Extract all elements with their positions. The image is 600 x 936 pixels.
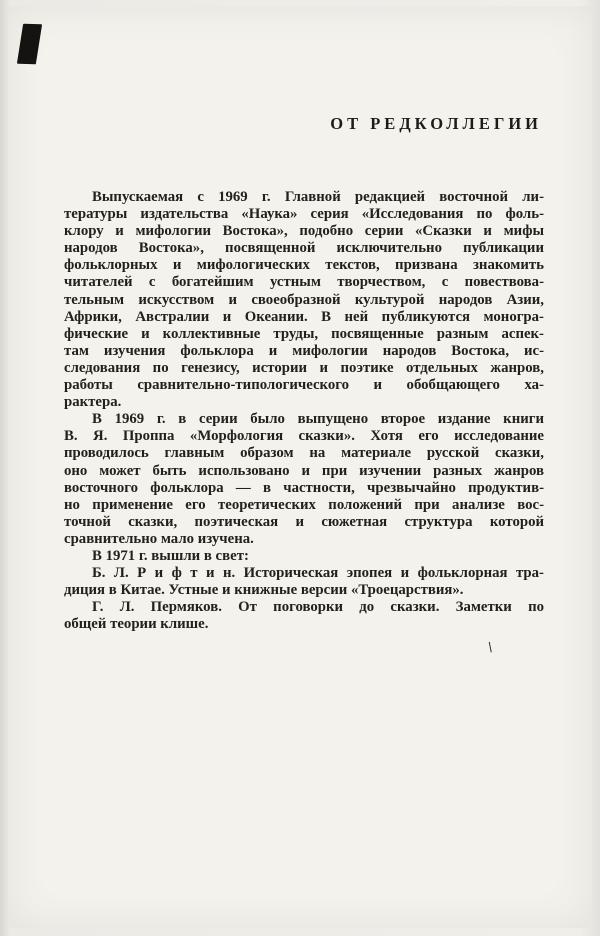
book-page	[8, 6, 592, 928]
text-line: читателей с богатейшим устным творчеством, с повествова-	[64, 274, 544, 291]
scan-corner-mark	[17, 24, 42, 65]
text-line: Африки, Австралии и Океании. В ней публикуются моногра-	[64, 308, 544, 325]
text-line: Выпускаемая с 1969 г. Главной редакцией восточной ли-	[92, 189, 544, 205]
stray-ink-mark: \	[486, 639, 494, 657]
body-text	[64, 189, 544, 633]
text-line: тельным искусством и своеобразной культурой народов Азии,	[64, 291, 544, 308]
text-line: народов Востока», посвященной исключительно публикации	[64, 240, 544, 257]
paragraph	[64, 548, 544, 565]
text-line: В. Я. Проппа «Морфология сказки». Хотя его исследование	[64, 428, 544, 445]
text-line: рактера.	[64, 394, 122, 411]
paragraph	[64, 189, 544, 411]
text-line: В 1969 г. в серии было выпущено второе издание книги	[92, 411, 544, 428]
text-line: тературы издательства «Наука» серия «Исследования по фоль-	[64, 206, 544, 223]
text-line: сравнительно мало изучена.	[64, 530, 254, 547]
paragraph	[64, 411, 544, 548]
text-line: В 1971 г. вышли в свет:	[92, 547, 249, 564]
paragraph	[64, 599, 544, 633]
text-line: Б. Л. Р и ф т и н. Историческая эпопея и фольклорная тра-	[92, 565, 544, 582]
text-line: оно может быть использовано и при изучении разных жанров	[64, 462, 544, 479]
text-line: общей теории клише.	[64, 616, 209, 633]
text-line: следования по генезису, истории и поэтике отдельных жанров,	[64, 359, 544, 376]
text-line: фические и коллективные труды, посвященные разным аспек-	[64, 325, 544, 342]
text-line: работы сравнительно-типологического и обобщающего ха-	[64, 377, 544, 394]
text-line: фольклорных и мифологических текстов, призвана знакомить	[64, 257, 544, 274]
text-line: диция в Китае. Устные и книжные версии «Троецарствия».	[64, 582, 464, 599]
text-line: Г. Л. Пермяков. От поговорки до сказки. Заметки по	[92, 599, 544, 616]
page-heading: ОТ РЕДКОЛЛЕГИИ	[330, 114, 542, 133]
text-line: клору и мифологии Востока», подобно серии «Сказки и мифы	[64, 223, 544, 240]
text-line: но применение его теоретических положений при анализе вос-	[64, 496, 544, 513]
text-line: там изучения фольклора и мифологии народов Востока, ис-	[64, 342, 544, 359]
text-line: точной сказки, поэтическая и сюжетная структура которой	[64, 513, 544, 530]
paragraph	[64, 565, 544, 599]
text-line: восточного фольклора — в частности, чрезвычайно продуктив-	[64, 479, 544, 496]
text-line: проводилось главным образом на материале русской сказки,	[64, 445, 544, 462]
